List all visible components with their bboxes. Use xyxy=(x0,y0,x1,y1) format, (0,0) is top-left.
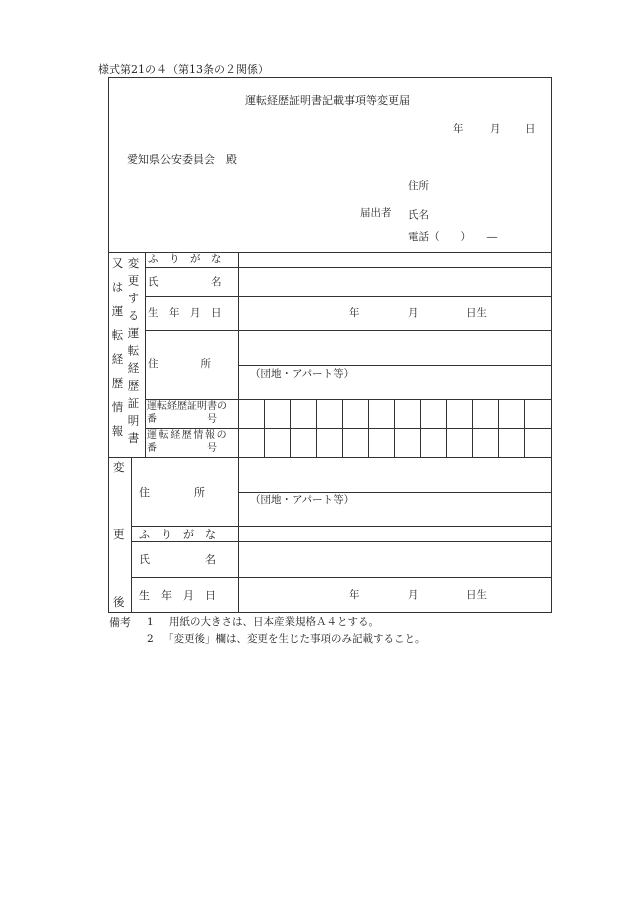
before-birth-label: 生 年 月 日 xyxy=(148,307,222,319)
before-address-label: 住 所 xyxy=(148,358,211,370)
before-birth-month: 月 xyxy=(408,307,419,319)
after-furigana-label: ふ り が な xyxy=(139,528,216,541)
form-title: 運転経歴証明書記載事項等変更届 xyxy=(245,94,410,107)
before-address-note: （団地・アパート等） xyxy=(250,368,355,380)
applicant-name-label: 氏名 xyxy=(408,209,429,221)
note-2-number: 2 xyxy=(147,633,154,645)
after-address-label: 住 所 xyxy=(139,486,205,499)
applicant-phone-label: 電話（ ） ― xyxy=(408,231,498,243)
before-vertical-outer: 又は運転経歴情報 xyxy=(110,257,125,449)
after-vertical-2: 更 xyxy=(113,527,125,541)
cert-number-label-1: 運転経歴証明書の xyxy=(147,401,227,412)
before-birth-day: 日生 xyxy=(466,307,487,319)
before-birth-year: 年 xyxy=(349,307,360,319)
after-birth-year: 年 xyxy=(349,589,360,601)
before-vertical-inner: 変更する運転経歴証明書 xyxy=(126,257,141,450)
date-year: 年 xyxy=(453,123,464,135)
note-2-text: 「変更後」欄は、変更を生じた事項のみ記載すること。 xyxy=(163,633,426,645)
after-vertical-3: 後 xyxy=(113,595,125,609)
before-name-label: 氏 名 xyxy=(148,276,222,288)
info-number-label-2: 番 号 xyxy=(147,443,217,454)
after-birth-month: 月 xyxy=(408,589,419,601)
applicant-address-label: 住所 xyxy=(408,180,429,192)
applicant-label: 届出者 xyxy=(360,207,392,219)
notes-label: 備考 xyxy=(109,616,131,629)
form-number: 様式第21の４（第13条の２関係） xyxy=(98,63,269,76)
info-number-label-1: 運転経歴情報の xyxy=(147,430,229,441)
after-address-note: （団地・アパート等） xyxy=(250,494,355,506)
cert-number-label-2: 番 号 xyxy=(147,414,217,425)
addressee: 愛知県公安委員会 殿 xyxy=(127,153,237,166)
before-furigana-label: ふ り が な xyxy=(148,253,222,265)
after-name-label: 氏 名 xyxy=(139,553,216,566)
note-1-number: 1 xyxy=(147,616,154,628)
after-birth-day: 日生 xyxy=(466,589,487,601)
note-1-text: 用紙の大きさは、日本産業規格Ａ４とする。 xyxy=(169,616,379,628)
after-birth-label: 生 年 月 日 xyxy=(139,589,216,602)
date-day: 日 xyxy=(525,123,536,135)
after-vertical-1: 変 xyxy=(113,460,125,474)
date-month: 月 xyxy=(490,123,501,135)
